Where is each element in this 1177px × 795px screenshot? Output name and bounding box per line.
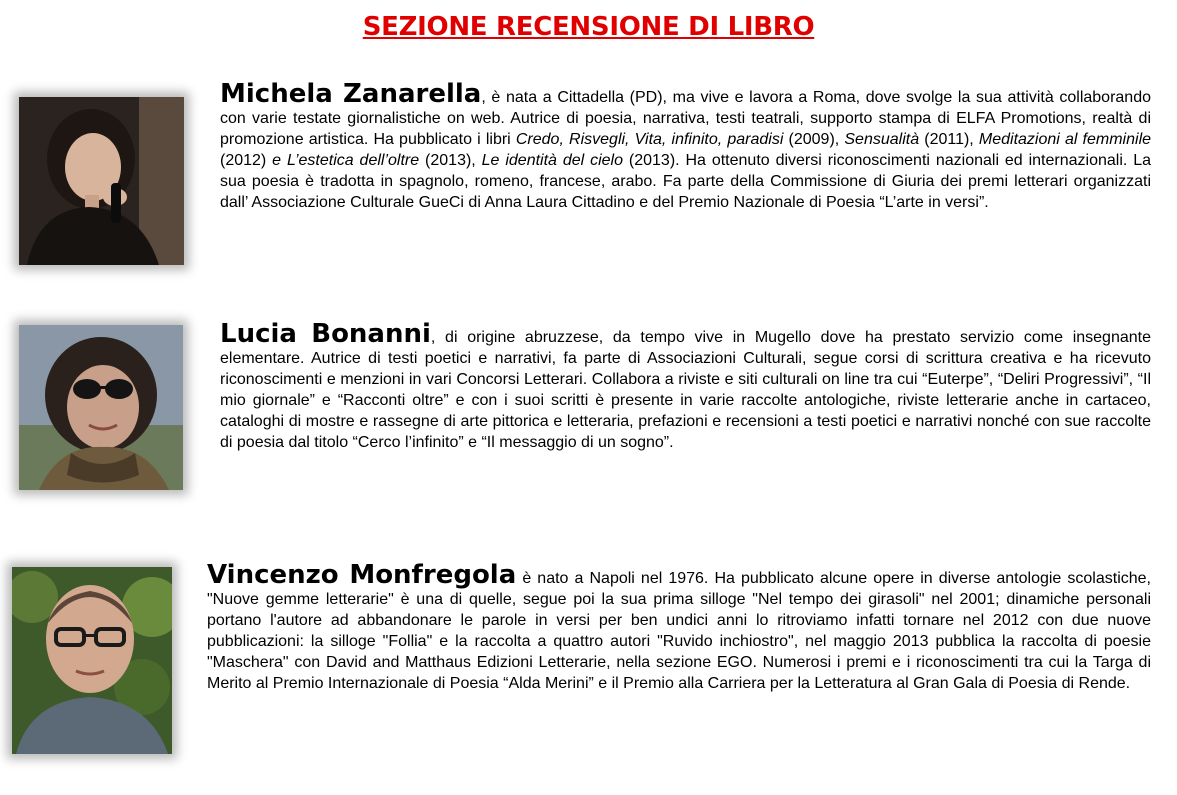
bio-lucia-bonanni: Lucia Bonanni, di origine abruzzese, da tempo vive in Mugello dove ha prestato servizio come insegnante elementare. Autrice di testi poetici e narrativi, fa parte di Associazioni Culturali, segue corsi di scrittura creativa e ha ricevuto riconoscimenti e menzioni in vari Concorsi Letterari. Collabora a riviste e siti culturali on line tra cui “Euterpe”, “Deliri Progressivi”, “Il mio giornale” e “Racconti oltre” e con i suoi scritti è presente in varie raccolte antologiche, riviste letterarie anche in cartaceo, cataloghi di mostre e rassegne di arte pittorica e letteraria, prefazioni e recensioni a testi poetici e narrativi nonché con sue raccolte di poesia dal titolo “Cerco l’infinito” e “Il messaggio di un sogno”. (220, 319, 1151, 451)
person-name: Lucia Bonanni (220, 319, 431, 349)
person-name: Vincenzo Monfregola (207, 560, 517, 590)
portrait-photo-michela (19, 97, 184, 265)
portrait-photo-vincenzo (12, 567, 172, 754)
page-title: SEZIONE RECENSIONE DI LIBRO (362, 12, 815, 42)
bio-michela-zanarella: Michela Zanarella, è nata a Cittadella (PD), ma vive e lavora a Roma, dove svolge la sua attività collaborando con varie testate giornalistiche on web. Autrice di poesia, narrativa, testi teatrali, supporto stampa di ELFA Promotions, realtà di promozione artistica. Ha pubblicato i libri Credo, Risvegli, Vita, infinito, paradisi (2009), Sensualità (2011), Meditazioni al femminile (2012) e L’estetica dell’oltre (2013), Le identità del cielo (2013). Ha ottenuto diversi riconoscimenti nazionali ed internazionali. La sua poesia è tradotta in spagnolo, romeno, francese, arabo. Fa parte della Commissione di Giuria dei premi letterari organizzati dall’ Associazione Culturale GueCi di Anna Laura Cittadino e del Premio Nazionale di Poesia “L’arte in versi”. (220, 79, 1152, 211)
person-name: Michela Zanarella (220, 79, 482, 109)
bio-vincenzo-monfregola: Vincenzo Monfregola è nato a Napoli nel 1976. Ha pubblicato alcune opere in diverse antologie scolastiche, "Nuove gemme letterarie" è una di quelle, segue poi la sua prima silloge "Nel tempo dei girasoli" nel 2001; dinamiche personali portano l'autore ad abbandonare le parole in versi per ben undici anni lo ritroviamo infatti tornare nel 2012 con due nuove pubblicazioni: la silloge "Follia" e la raccolta a quattro autori "Ruvido inchiostro", nel maggio 2013 pubblica la raccolta di poesie "Maschera" con David and Matthaus Edizioni Letterarie, nella sezione EGO. Numerosi i premi e i riconoscimenti tra cui la Targa di Merito al Premio Internazionale di Poesia “Alda Merini” e il Premio alla Carriera per la Letteratura al Gran Gala di Poesia di Rende. (207, 560, 1151, 692)
portrait-photo-lucia (19, 325, 183, 490)
